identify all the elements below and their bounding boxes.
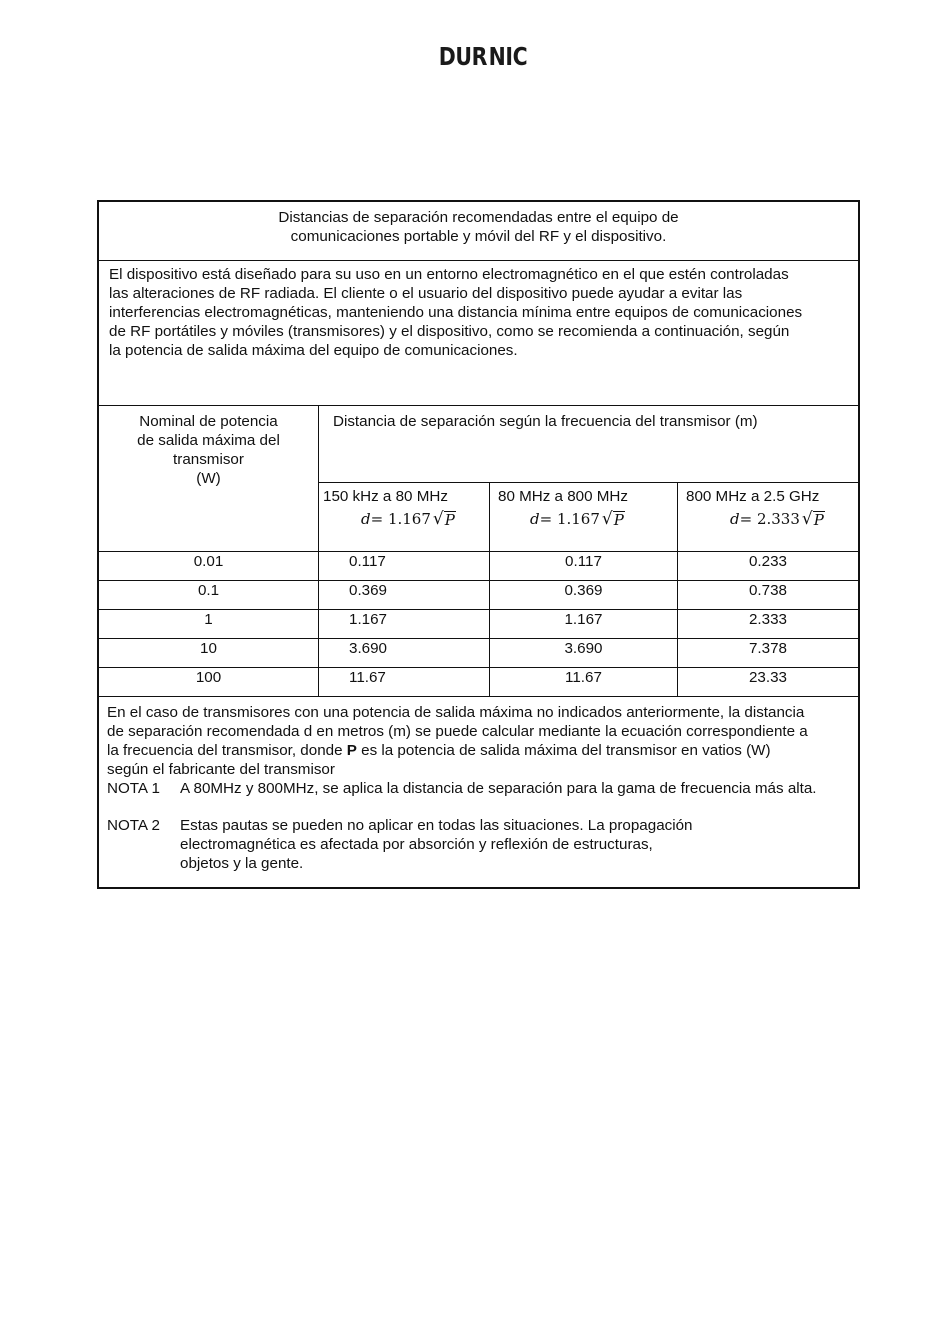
table-row: 0.1 0.369 0.369 0.738 — [98, 581, 859, 610]
intro-paragraph: El dispositivo está diseñado para su uso en un entorno electromagnético en el que estén controladas las alteraciones de RF radiada. El cliente o el usuario del dispositivo puede ayudar a evitar las interferencias electromagnéticas, manteniendo una distancia mínima entre equipos de comunicaciones de RF portátiles y móviles (transmisores) y el dispositivo, como se recomienda a continuación, según la potencia de salida máxima del equipo de comunicaciones. — [98, 261, 859, 406]
distance-header: Distancia de separación según la frecuencia del transmisor (m) — [319, 406, 860, 483]
formula-2: d = 1.167 √ P — [530, 509, 624, 529]
freq-column-1: 150 kHz a 80 MHz d = 1.167 √ P — [319, 483, 490, 552]
logo-text-left: DUR — [438, 41, 487, 71]
formula-1: d = 1.167 √ P — [361, 509, 455, 529]
logo-text-right: NIC — [488, 41, 528, 71]
nominal-power-header: Nominal de potencia de salida máxima del transmisor (W) — [98, 406, 319, 552]
table-row: 0.01 0.117 0.117 0.233 — [98, 552, 859, 581]
separation-distance-table — [97, 200, 860, 889]
table-row: 100 11.67 11.67 23.33 — [98, 668, 859, 697]
note-2: NOTA 2 Estas pautas se pueden no aplicar en todas las situaciones. La propagación electromagnética es afectada por absorción y reflexión de estructuras, objetos y la gente. — [107, 817, 693, 872]
footer-notes: En el caso de transmisores con una potencia de salida máxima no indicados anteriormente, la distancia de separación recomendada d en metros (m) se puede calcular mediante la ecuación correspondiente a la frecuencia del transmisor, donde P es la potencia de salida máxima del transmisor en vatios (W) según el fabricante del transmisor NOTA 1 A 80MHz y 800MHz, se aplica la distancia de separación para la gama de frecuencia más alta. NOTA 2 Estas pautas se pueden no aplicar en todas las situaciones. La propagación electromagnética es afectada por absorción y reflexión de estructuras, objetos y la gente. — [98, 697, 859, 889]
formula-3: d = 2.333 √ P — [730, 509, 824, 529]
sqrt-symbol: √ P — [601, 509, 624, 529]
freq-column-2: 80 MHz a 800 MHz d = 1.167 √ P — [490, 483, 678, 552]
table-row: 1 1.167 1.167 2.333 — [98, 610, 859, 639]
footer-line-3: la frecuencia del transmisor, donde P es la potencia de salida máxima del transmisor en vatios (W) — [107, 742, 771, 759]
freq-column-3: 800 MHz a 2.5 GHz d = 2.333 √ P — [678, 483, 860, 552]
sqrt-symbol: √ P — [801, 509, 824, 529]
duronic-logo — [438, 41, 528, 71]
sqrt-symbol: √ P — [432, 509, 455, 529]
note-1: NOTA 1 A 80MHz y 800MHz, se aplica la distancia de separación para la gama de frecuencia más alta. — [107, 780, 817, 797]
table-row: 10 3.690 3.690 7.378 — [98, 639, 859, 668]
table-title: Distancias de separación recomendadas entre el equipo de comunicaciones portable y móvil del RF y el dispositivo. — [98, 201, 859, 261]
